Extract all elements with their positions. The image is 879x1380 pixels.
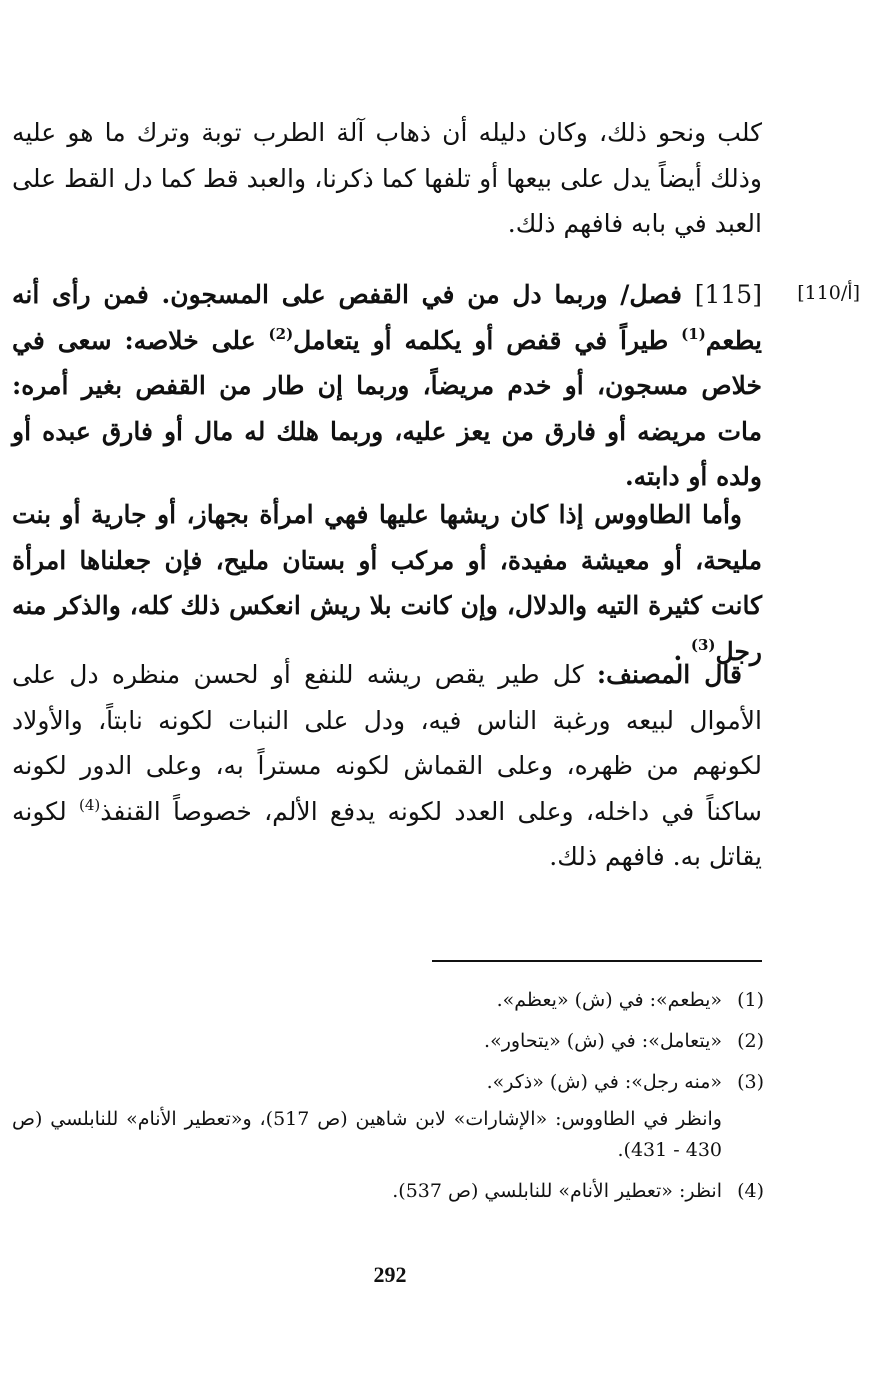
footnote-ref-2[interactable]: (2) <box>268 324 294 343</box>
footnote-text: انظر: «تعطير الأنام» للنابلسي (ص 537). <box>392 1180 722 1202</box>
footnote-3-continuation: وانظر في الطاووس: «الإشارات» لابن شاهين (ص 517)، و«تعطير الأنام» للنابلسي (ص 430 - 431). <box>12 1108 722 1161</box>
paragraph-2-text-c: على خلاصه: سعى في خلاص مسجون، أو خدم مريضاً، وربما إن طار من القفص بغير أمره: مات مريضه أو فارق من يعز عليه، وربما هلك له مال أو فارق عبده أو ولده أو دابته. <box>12 325 762 491</box>
paragraph-4-text-b: لكونه يقاتل به. فافهم ذلك. <box>12 796 762 871</box>
paragraph-2-text-b: طيراً في قفص أو يكلمه أو يتعامل <box>293 325 669 355</box>
footnotes <box>12 985 764 1217</box>
section-heading: فصل/ <box>620 280 682 309</box>
footnote-ref-1[interactable]: (1) <box>681 324 706 343</box>
paragraph-4-text-a: كل طير يقص ريشه للنفع أو لحسن منظره دل على الأموال لبيعه ورغبة الناس فيه، ودل على النبات لكونه نابتاً، والأولاد لكونهم من ظهره، وعلى القماش لكونه مستراً به، وعلى الدور لكونه ساكناً في داخله، وعلى العدد لكونه يدفع الألم، خصوصاً القنفذ <box>12 660 763 826</box>
footnote-number: (3) <box>737 1071 764 1093</box>
footnote-text: «منه رجل»: في (ش) «ذكر». <box>486 1071 722 1093</box>
paragraph-1 <box>12 110 762 247</box>
paragraph-3-end: . <box>673 636 683 666</box>
paragraph-3 <box>12 492 762 674</box>
footnote-text: «يتعامل»: في (ش) «يتحاور». <box>484 1030 722 1052</box>
section-number: [115] <box>694 280 762 309</box>
footnote-text: «يطعم»: في (ش) «يعظم». <box>496 989 722 1011</box>
paragraph-4 <box>12 652 762 880</box>
paragraph-2-text-a: وربما دل من في القفص على المسجون. فمن رأى أنه يطعم <box>12 280 762 355</box>
footnote-separator <box>432 960 762 962</box>
paragraph-1-text: كلب ونحو ذلك، وكان دليله أن ذهاب آلة الطرب توبة وترك ما هو عليه وذلك أيضاً يدل على بيعها أو تلفها كما ذكرنا، والعبد قط كما دل القط على العبد في بابه فافهم ذلك. <box>12 118 762 238</box>
footnote-number: (4) <box>737 1180 764 1202</box>
footnote-ref-4[interactable]: (4) <box>78 795 101 814</box>
footnote-4 <box>12 1176 764 1207</box>
margin-folio-reference: [110/أ] <box>797 282 860 304</box>
paragraph-3-text: وأما الطاووس إذا كان ريشها عليها فهي امرأة بجهاز، أو جارية أو بنت مليحة، أو معيشة مفيدة، أو مركب أو بستان مليح، فإن جعلناها امرأة كانت كثيرة التيه والدلال، وإن كانت بلا ريش انعكس ذلك كله، والذكر منه رجل <box>12 500 762 666</box>
footnote-2 <box>12 1026 764 1057</box>
footnote-number: (2) <box>737 1030 764 1052</box>
footnote-3 <box>12 1067 764 1098</box>
paragraph-2-section <box>12 272 762 500</box>
footnote-number: (1) <box>737 989 764 1011</box>
footnote-1 <box>12 985 764 1016</box>
footnote-ref-3[interactable]: (3) <box>690 635 716 654</box>
author-lead: قال المصنف: <box>596 660 742 689</box>
page-number: 292 <box>373 1262 407 1287</box>
